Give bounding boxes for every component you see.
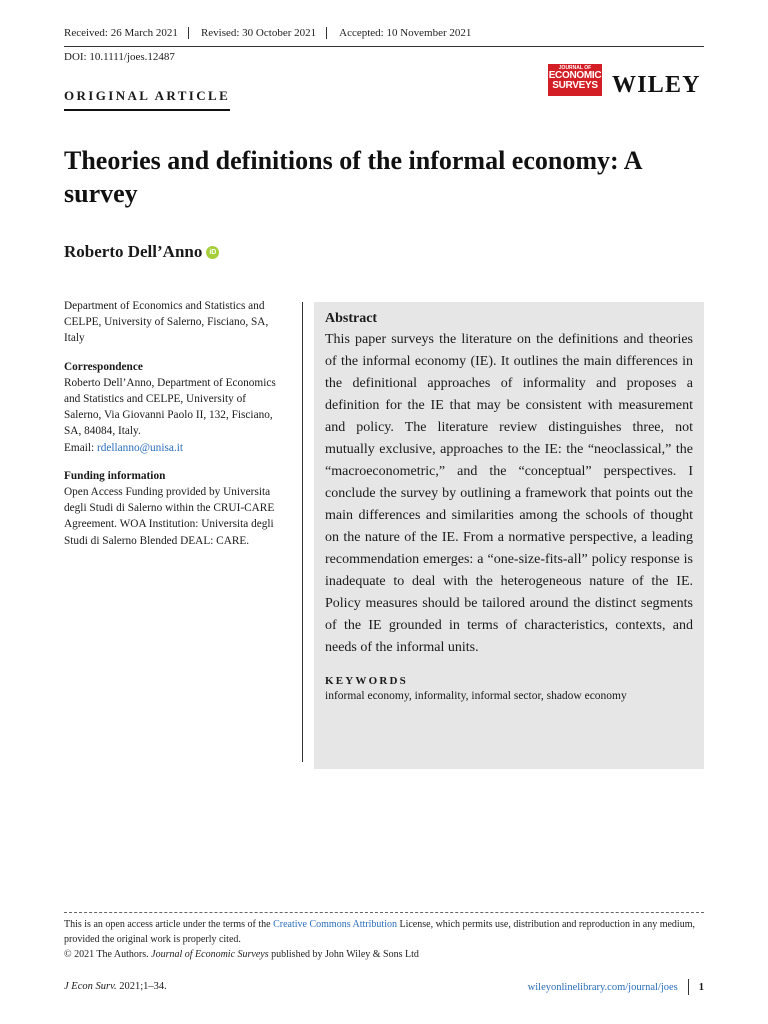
- license-text: [64, 917, 704, 947]
- license-pre: This is an open access article under the terms of the: [64, 919, 274, 930]
- funding-heading: Funding information: [64, 469, 166, 482]
- correspondence-email-line: [64, 440, 286, 456]
- abstract-heading: Abstract: [325, 311, 378, 326]
- author-info-column: [64, 298, 286, 561]
- article-dates: [64, 27, 493, 39]
- license-footer: [64, 917, 704, 962]
- page-number: 1: [698, 981, 704, 993]
- affiliation: Department of Economics and Statistics and CELPE, University of Salerno, Fisciano, SA, Italy: [64, 300, 269, 345]
- publisher-logo: WILEY: [612, 72, 701, 98]
- author: [64, 242, 219, 262]
- doi[interactable]: DOI: 10.1111/joes.12487: [64, 51, 175, 63]
- email-label: Email:: [64, 441, 97, 454]
- column-divider: [302, 302, 303, 762]
- license-link[interactable]: Creative Commons Attribution: [273, 919, 397, 930]
- article-type: ORIGINAL ARTICLE: [64, 88, 230, 111]
- journal-logo: [548, 64, 602, 96]
- journal-logo-line2: ECONOMIC: [548, 70, 602, 81]
- copyright-journal: Journal of Economic Surveys: [151, 949, 269, 960]
- footer-separator: [688, 979, 689, 995]
- journal-url-link[interactable]: wileyonlinelibrary.com/journal/joes: [527, 981, 678, 993]
- copyright-pre: © 2021 The Authors.: [64, 949, 152, 960]
- email-link[interactable]: rdellanno@unisa.it: [96, 441, 183, 454]
- keywords-heading: KEYWORDS: [325, 675, 408, 687]
- correspondence-heading: Correspondence: [64, 360, 143, 373]
- copyright-line: [64, 947, 704, 962]
- accepted-date: Accepted: 10 November 2021: [339, 27, 472, 39]
- citation-journal: J Econ Surv.: [64, 981, 117, 992]
- funding-text: Open Access Funding provided by Universita degli Studi di Salerno within the CRUI-CARE Agreement. WOA Institution: Universita degli Studi di Salerno Blended DEAL: CARE.: [64, 486, 275, 547]
- received-date: Received: 26 March 2021: [64, 27, 189, 39]
- keywords-text: informal economy, informality, informal sector, shadow economy: [325, 690, 627, 702]
- author-name[interactable]: Roberto Dell’Anno: [64, 242, 203, 261]
- page-footer-right: [500, 979, 704, 995]
- paper-title: Theories and definitions of the informal economy: A survey: [64, 146, 642, 208]
- copyright-post: published by John Wiley & Sons Ltd: [268, 949, 419, 960]
- correspondence-text: Roberto Dell’Anno, Department of Economics and Statistics and CELPE, University of Salerno, Via Giovanni Paolo II, 132, Fisciano, SA, 84084, Italy.: [64, 376, 276, 438]
- abstract-text: This paper surveys the literature on the definitions and theories of the informal economy (IE). It outlines the main differences in the definitional approaches of informality and proposes a definition for the IE that may be consistent with measurement and policy. The literature review distinguishes three, not mutually exclusive, approaches to the IE: the “neoclassical,” the “macroeconometric,” and the “conceptual” perspectives. I conclude the survey by outlining a framework that points out the main differences and similarities among the schools of thought on the nature of the IE. From a normative perspective, a leading recommendation emerges: a “one-size-fits-all” policy response is inadequate to deal with the heterogeneous nature of the IE. Policy measures should be tailored around the distinct segments of the IE grounded in terms of characteristics, contexts, and needs of the informal units.: [325, 332, 693, 655]
- header-rule: [64, 46, 704, 47]
- journal-logo-line3: SURVEYS: [552, 80, 598, 91]
- revised-date: Revised: 30 October 2021: [201, 27, 327, 39]
- license-post: License, which permits use, distribution and reproduction in any medium, provided the original work is properly cited.: [64, 919, 695, 945]
- citation-numbers: 2021;1–34.: [116, 981, 167, 992]
- orcid-icon[interactable]: iD: [206, 246, 219, 259]
- footer-rule: [64, 912, 704, 913]
- correspondence-block: [64, 359, 286, 456]
- abstract-box: [314, 302, 704, 769]
- citation: [64, 981, 167, 992]
- funding-block: [64, 468, 286, 549]
- journal-logo-line1: JOURNAL OF: [558, 65, 592, 71]
